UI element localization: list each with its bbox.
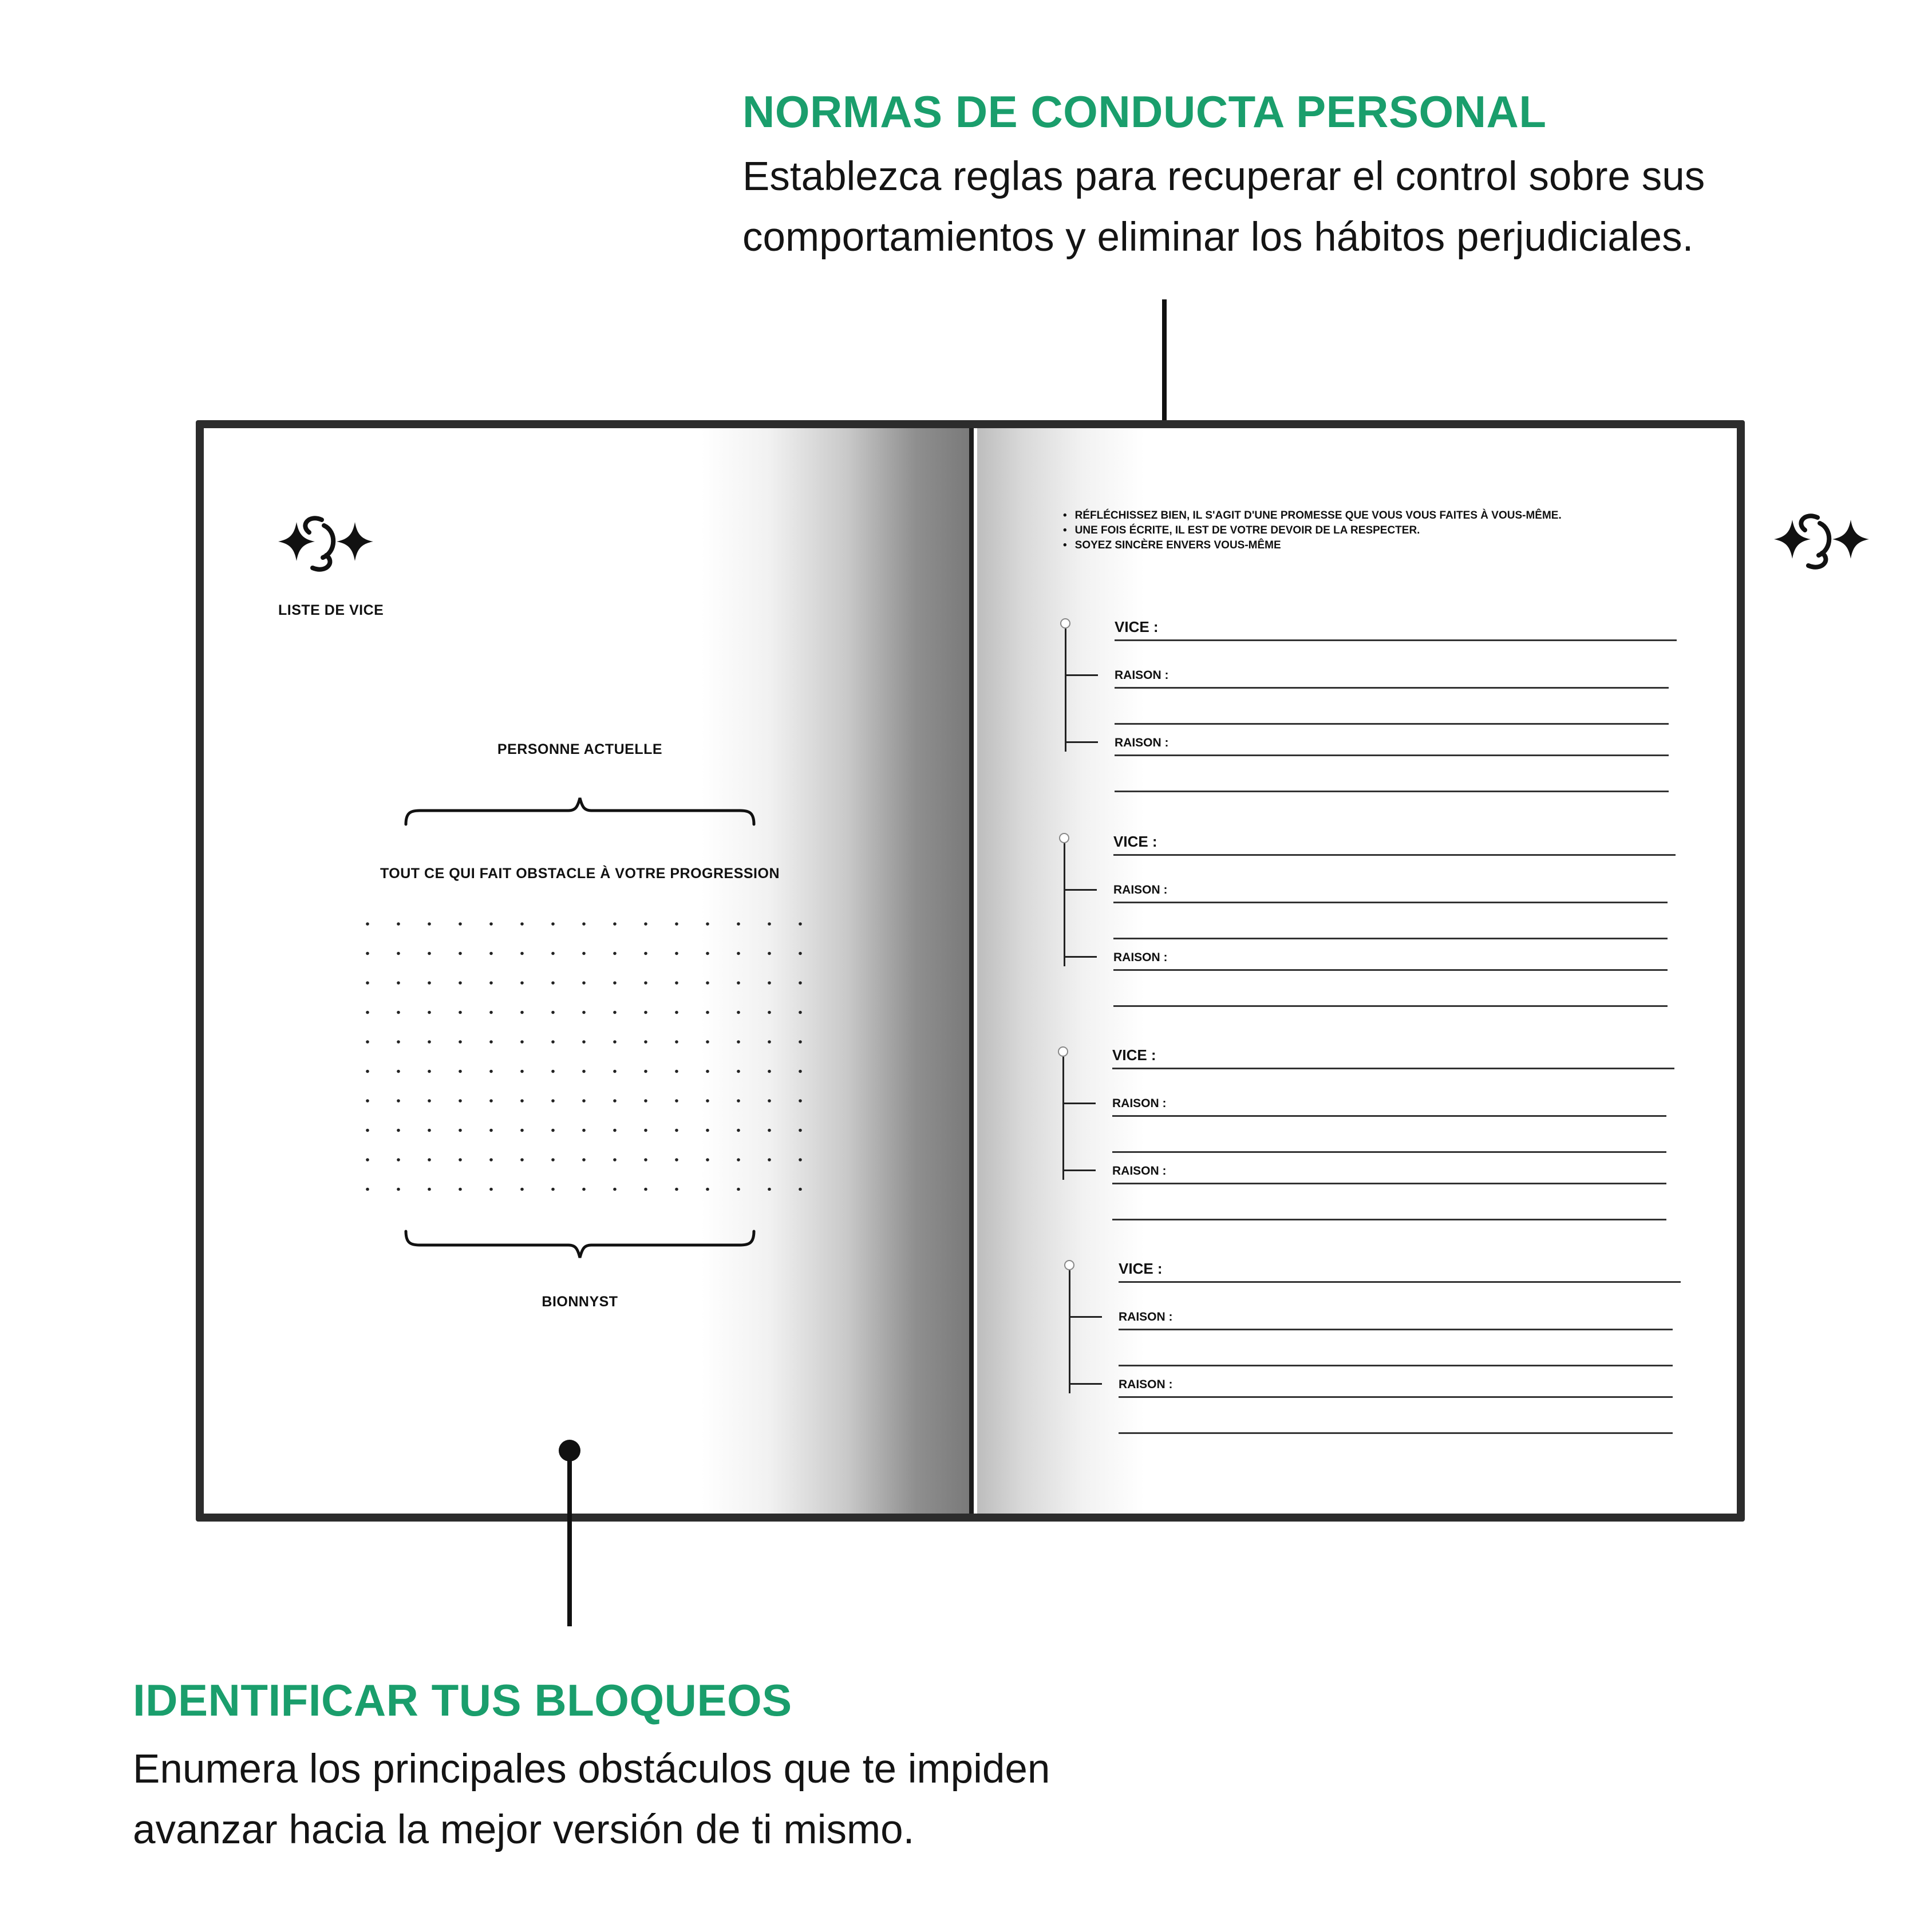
- raison-label: RAISON :: [1112, 1097, 1167, 1110]
- bullet-circle: [1060, 618, 1070, 629]
- connector-branch: [1062, 1170, 1096, 1171]
- top-callout-line-2: comportamientos y eliminar los hábitos perjudiciales.: [742, 215, 1694, 260]
- raison-writing-line[interactable]: [1113, 969, 1668, 971]
- vice-label: VICE :: [1113, 833, 1157, 850]
- raison-writing-line[interactable]: [1112, 1183, 1666, 1184]
- connector-branch: [1064, 889, 1097, 891]
- raison-label: RAISON :: [1115, 736, 1169, 749]
- connector-line: [1065, 629, 1066, 752]
- connector-branch: [1064, 956, 1097, 958]
- bottom-callout-line-1: Enumera los principales obstáculos que te impiden: [133, 1747, 1050, 1792]
- top-brace: [402, 796, 757, 830]
- rules-list: [1063, 508, 1562, 553]
- connector-branch: [1069, 1316, 1102, 1318]
- raison-label: RAISON :: [1112, 1164, 1167, 1178]
- obstacles-label: TOUT CE QUI FAIT OBSTACLE À VOTRE PROGRESSION: [380, 866, 780, 882]
- raison-writing-line[interactable]: [1113, 902, 1668, 903]
- vice-label: VICE :: [1115, 618, 1159, 635]
- raison-writing-line[interactable]: [1113, 938, 1668, 939]
- raison-writing-line[interactable]: [1115, 687, 1669, 689]
- dot-grid: [365, 922, 812, 1196]
- bionnyst-label: BIONNYST: [542, 1294, 618, 1310]
- vice-writing-line[interactable]: [1115, 639, 1677, 641]
- page-heading: LISTE DE VICE: [278, 602, 384, 618]
- raison-writing-line[interactable]: [1112, 1151, 1666, 1153]
- raison-writing-line[interactable]: [1119, 1365, 1673, 1366]
- top-callout-line-1: Establezca reglas para recuperar el control sobre sus: [742, 154, 1705, 199]
- connector-branch: [1065, 674, 1098, 676]
- vice-writing-line[interactable]: [1112, 1068, 1674, 1069]
- vice-writing-line[interactable]: [1113, 854, 1676, 856]
- raison-writing-line[interactable]: [1115, 754, 1669, 756]
- bottom-callout-line-2: avanzar hacia la mejor versión de ti mismo.: [133, 1807, 915, 1852]
- bottom-callout-description: [133, 1739, 1050, 1860]
- raison-label: RAISON :: [1113, 883, 1168, 896]
- raison-label: RAISON :: [1119, 1310, 1173, 1323]
- book-spine: [969, 428, 974, 1514]
- raison-label: RAISON :: [1119, 1378, 1173, 1391]
- bullet-circle: [1064, 1260, 1074, 1270]
- connector-line: [1064, 843, 1065, 966]
- connector-branch: [1065, 741, 1098, 743]
- brand-logo-right: [1773, 506, 1876, 575]
- raison-writing-line[interactable]: [1119, 1396, 1673, 1398]
- raison-writing-line[interactable]: [1115, 723, 1669, 725]
- top-callout-description: [742, 147, 1705, 268]
- raison-writing-line[interactable]: [1119, 1329, 1673, 1330]
- rule-item: • RÉFLÉCHISSEZ BIEN, IL S'AGIT D'UNE PROMESSE QUE VOUS VOUS FAITES À VOUS-MÊME.: [1063, 508, 1562, 523]
- bullet-circle: [1059, 833, 1069, 843]
- vice-entry-3: [1058, 1046, 1688, 1235]
- vice-writing-line[interactable]: [1119, 1281, 1681, 1283]
- rule-item: • SOYEZ SINCÈRE ENVERS VOUS-MÊME: [1063, 538, 1562, 553]
- right-page: [977, 428, 1737, 1514]
- bottom-leader-line: [567, 1451, 572, 1626]
- brand-logo-left: [277, 508, 380, 577]
- connector-line: [1069, 1270, 1070, 1393]
- vice-entry-4: [1064, 1260, 1694, 1449]
- vice-label: VICE :: [1119, 1260, 1163, 1277]
- raison-label: RAISON :: [1113, 951, 1168, 964]
- vice-entry-1: [1060, 618, 1690, 807]
- connector-line: [1062, 1057, 1064, 1180]
- raison-writing-line[interactable]: [1112, 1219, 1666, 1220]
- connector-branch: [1069, 1383, 1102, 1385]
- bottom-callout-title: IDENTIFICAR TUS BLOQUEOS: [133, 1675, 792, 1725]
- top-callout-title: NORMAS DE CONDUCTA PERSONAL: [742, 86, 1547, 137]
- vice-label: VICE :: [1112, 1046, 1156, 1064]
- left-page: [204, 428, 969, 1514]
- rule-item: • UNE FOIS ÉCRITE, IL EST DE VOTRE DEVOIR DE LA RESPECTER.: [1063, 523, 1562, 538]
- raison-writing-line[interactable]: [1113, 1005, 1668, 1007]
- open-journal: [196, 420, 1745, 1522]
- raison-writing-line[interactable]: [1115, 791, 1669, 792]
- bottom-brace: [402, 1227, 757, 1261]
- vice-entry-2: [1059, 833, 1689, 1022]
- bullet-circle: [1058, 1046, 1068, 1057]
- raison-writing-line[interactable]: [1112, 1115, 1666, 1117]
- connector-branch: [1062, 1103, 1096, 1104]
- raison-label: RAISON :: [1115, 669, 1169, 682]
- raison-writing-line[interactable]: [1119, 1432, 1673, 1434]
- current-person-label: PERSONNE ACTUELLE: [497, 741, 663, 757]
